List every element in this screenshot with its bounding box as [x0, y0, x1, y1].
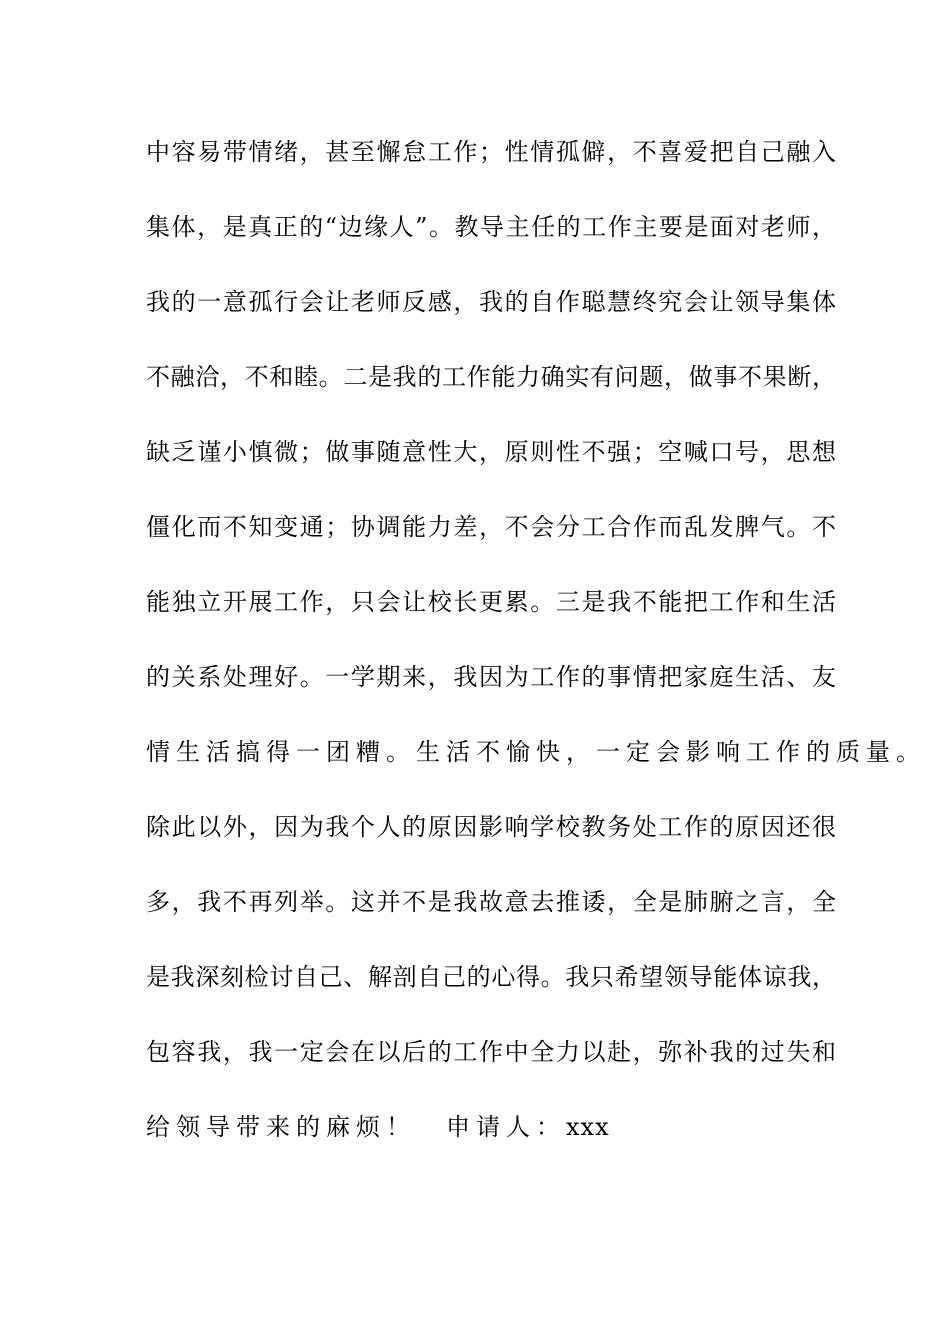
closing-line: [146, 1106, 836, 1181]
paragraph-line: 不融洽，不和睦。二是我的工作能力确实有问题，做事不果断，: [146, 363, 836, 391]
paragraph-line: 中容易带情绪，甚至懈怠工作；性情孤僻，不喜爱把自己融入: [146, 138, 836, 166]
document-body: [146, 131, 926, 1181]
paragraph-line: 情生活搞得一团糟。生活不愉快，一定会影响工作的质量。: [146, 738, 926, 766]
paragraph-line: 我的一意孤行会让老师反感，我的自作聪慧终究会让领导集体: [146, 288, 836, 316]
paragraph-line: 集体，是真正的“边缘人”。教导主任的工作主要是面对老师，: [146, 213, 836, 241]
paragraph-line: 是我深刻检讨自己、解剖自己的心得。我只希望领导能体谅我，: [146, 963, 836, 991]
paragraph-line: 缺乏谨小慎微；做事随意性大，原则性不强；空喊口号，思想: [146, 438, 836, 466]
paragraph-line: 能独立开展工作，只会让校长更累。三是我不能把工作和生活: [146, 588, 836, 616]
paragraph-line: 僵化而不知变通；协调能力差，不会分工合作而乱发脾气。不: [146, 513, 836, 541]
paragraph-line: 的关系处理好。一学期来，我因为工作的事情把家庭生活、友: [146, 663, 836, 691]
signature-label: 申请人：: [446, 1113, 566, 1141]
closing-text: 给领导带来的麻烦！: [146, 1113, 416, 1141]
paragraph-line: 包容我，我一定会在以后的工作中全力以赴，弥补我的过失和: [146, 1038, 836, 1066]
paragraph-line: 除此以外，因为我个人的原因影响学校教务处工作的原因还很: [146, 813, 836, 841]
signature-value: xxx: [566, 1113, 610, 1141]
paragraph-line: 多，我不再列举。这并不是我故意去推诿，全是肺腑之言，全: [146, 888, 836, 916]
